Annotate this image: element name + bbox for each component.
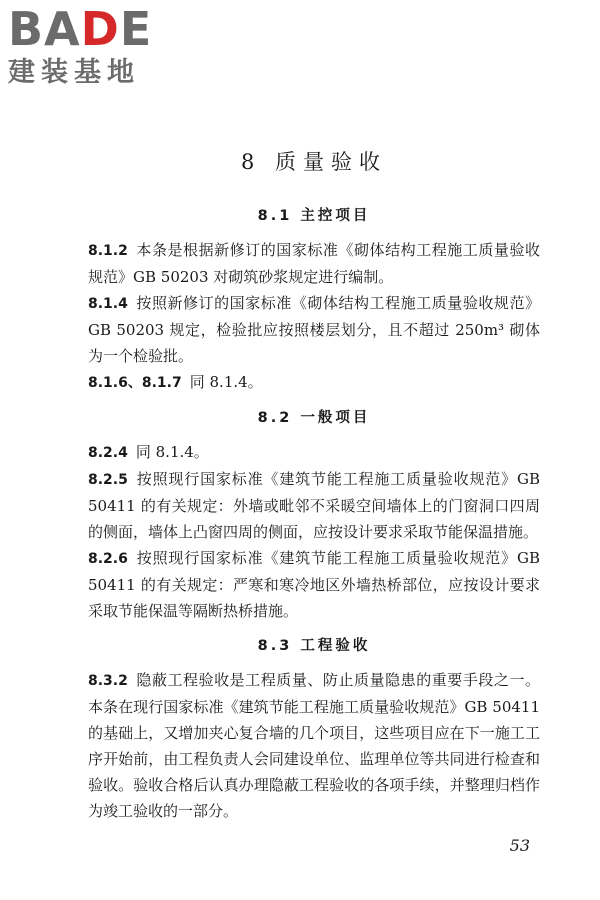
document-page (88, 140, 540, 824)
clause-number: 8.2.6 (88, 551, 128, 567)
clause-text: 按照现行国家标准《建筑节能工程施工质量验收规范》GB 50411 的有关规定：严寒和寒冷地区外墙热桥部位，应按设计要求采取节能保温等隔断热桥措施。 (88, 549, 540, 620)
clause-text: 本条是根据新修订的国家标准《砌体结构工程施工质量验收规范》GB 50203 对砌筑砂浆规定进行编制。 (88, 241, 540, 286)
clause-8-2-4 (88, 439, 540, 466)
logo-text-part1: BA (8, 2, 81, 56)
clause-number: 8.3.2 (88, 673, 128, 689)
clause-8-2-6 (88, 545, 540, 624)
section-title-8-1: 8.1 主控项目 (257, 208, 371, 224)
logo-subtitle: 建装基地 (8, 57, 140, 88)
clause-8-1-4 (88, 290, 540, 369)
clause-number: 8.2.4 (88, 445, 128, 461)
clause-8-3-2 (88, 667, 540, 824)
logo-wordmark (8, 4, 178, 54)
clause-number: 8.1.2 (88, 243, 128, 259)
logo-text-accent: D (80, 2, 120, 56)
clause-text: 同 8.1.4。 (189, 373, 263, 391)
clause-text: 按照新修订的国家标准《砌体结构工程施工质量验收规范》GB 50203 规定，检验批应按照楼层划分，且不超过 250m³ 砌体为一个检验批。 (88, 294, 540, 365)
clause-text: 同 8.1.4。 (135, 443, 209, 461)
chapter-title: 8 质量验收 (240, 150, 388, 174)
clause-text: 隐蔽工程验收是工程质量、防止质量隐患的重要手段之一。本条在现行国家标准《建筑节能工程施工质量验收规范》GB 50411 的基础上，又增加夹心复合墙的几个项目，这些项目应在下一施工工序开始前，由工程负责人会同建设单位、监理单位等共同进行检查和验收。验收合格后认真办理隐蔽工程验收的各项手续，并整理归档作为竣工验收的一部分。 (88, 671, 540, 820)
section-title-8-3: 8.3 工程验收 (257, 638, 371, 654)
clause-8-1-6 (88, 369, 540, 396)
logo-text-part2: E (119, 2, 153, 56)
clause-number: 8.1.6、8.1.7 (88, 375, 182, 391)
page-number: 53 (509, 836, 530, 855)
brand-logo (8, 4, 178, 90)
clause-number: 8.2.5 (88, 472, 128, 488)
clause-8-2-5 (88, 466, 540, 545)
clause-number: 8.1.4 (88, 296, 128, 312)
clause-text: 按照现行国家标准《建筑节能工程施工质量验收规范》GB 50411 的有关规定：外墙或毗邻不采暖空间墙体上的门窗洞口四周的侧面，墙体上凸窗四周的侧面，应按设计要求采取节能保温措施。 (88, 470, 540, 541)
section-title-8-2: 8.2 一般项目 (257, 410, 371, 426)
clause-8-1-2 (88, 237, 540, 290)
